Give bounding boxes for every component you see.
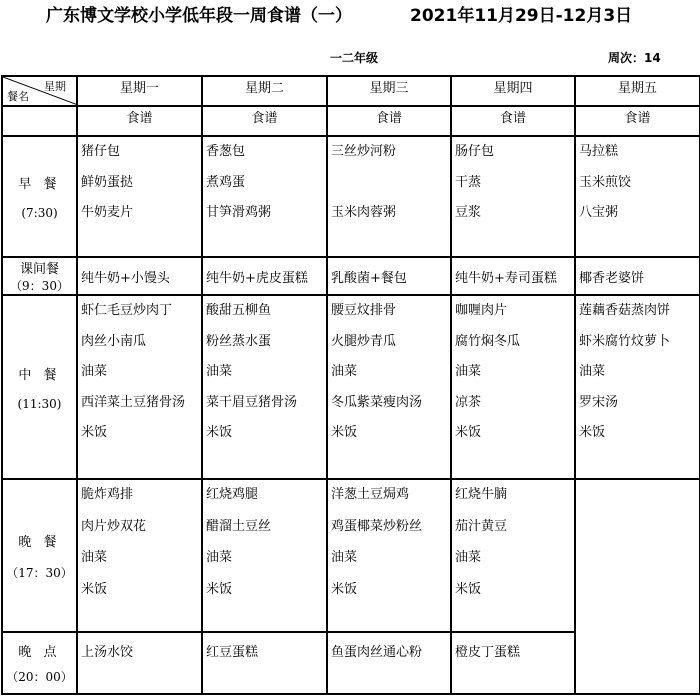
corner-cell: [2, 76, 77, 106]
menu-item: 玉米肉蓉粥: [331, 205, 397, 220]
menu-item: 油菜: [455, 364, 482, 379]
menu-cell: [451, 295, 575, 479]
menu-item: 肉丝小南瓜: [81, 333, 147, 349]
menu-item: [331, 174, 450, 205]
meal-label-dinner: 晚 餐 （17：30）: [2, 479, 77, 632]
menu-cell: 纯牛奶+虎皮蛋糕: [202, 257, 327, 295]
menu-cell: [451, 136, 575, 257]
menu-item: 油菜: [81, 364, 108, 379]
day-header: 星期五: [575, 76, 700, 106]
menu-item: 米饭: [331, 581, 358, 597]
menu-item: 红烧鸡腿: [206, 487, 259, 502]
menu-cell: 橙皮丁蛋糕: [451, 632, 575, 694]
menu-item: 西洋菜土豆猪骨汤: [81, 394, 186, 410]
menu-cell: [575, 295, 700, 479]
menu-label: 食谱: [77, 106, 202, 136]
menu-cell: [77, 136, 202, 257]
empty-cell: [2, 106, 77, 136]
menu-item: 甘笋滑鸡粥: [206, 205, 272, 220]
menu-item: 茄汁黄豆: [455, 518, 508, 534]
menu-item: 咖喱肉片: [455, 303, 508, 318]
menu-item: 腐竹焖冬瓜: [455, 333, 521, 349]
day-header: 星期一: [77, 76, 202, 106]
menu-cell: 乳酸菌+餐包: [327, 257, 451, 295]
date-range: 2021年11月29日-12月3日: [410, 6, 633, 26]
menu-item: 米饭: [331, 425, 358, 440]
menu-item: 虾米腐竹炆萝卜: [579, 333, 671, 349]
menu-cell: [575, 136, 700, 257]
menu-item: 三丝炒河粉: [331, 144, 397, 159]
menu-item: 酸甜五柳鱼: [206, 303, 272, 318]
menu-item: 油菜: [81, 550, 108, 565]
menu-cell: [77, 479, 202, 632]
menu-item: 油菜: [331, 550, 358, 565]
menu-label: 食谱: [451, 106, 575, 136]
menu-cell: 纯牛奶+寿司蛋糕: [451, 257, 575, 295]
menu-cell: [202, 295, 327, 479]
menu-item: 豆浆: [455, 205, 482, 220]
menu-item: 粉丝蒸水蛋: [206, 333, 272, 349]
menu-item: 猪仔包: [81, 144, 121, 159]
menu-item: 脆炸鸡排: [81, 487, 134, 502]
menu-item: 油菜: [455, 550, 482, 565]
menu-item: 醋溜土豆丝: [206, 518, 272, 534]
day-header: 星期四: [451, 76, 575, 106]
menu-item: 米饭: [206, 581, 233, 597]
week-number: 周次：14: [608, 51, 661, 65]
menu-cell: [327, 295, 451, 479]
menu-label-row: [2, 106, 700, 136]
menu-item: 香葱包: [206, 144, 246, 159]
school-title: 广东博文学校小学低年段一周食谱（一）: [46, 6, 352, 26]
menu-item: 火腿炒青瓜: [331, 333, 397, 349]
menu-item: 凉茶: [455, 394, 482, 410]
menu-item: 米饭: [579, 425, 606, 440]
menu-cell: [202, 136, 327, 257]
menu-item: 米饭: [81, 425, 108, 440]
menu-cell: [202, 479, 327, 632]
menu-item: 腰豆炆排骨: [331, 303, 397, 318]
day-header: 星期二: [202, 76, 327, 106]
menu-cell-empty: [575, 479, 700, 694]
menu-cell: [327, 136, 451, 257]
menu-item: 红烧牛腩: [455, 487, 508, 502]
meal-label-breakfast: 早 餐 (7:30): [2, 136, 77, 257]
menu-label: 食谱: [202, 106, 327, 136]
menu-item: 冬瓜紫菜瘦肉汤: [331, 394, 423, 410]
menu-item: 马拉糕: [579, 144, 619, 159]
dinner-row: [2, 479, 700, 632]
menu-item: 米饭: [455, 425, 482, 440]
menu-item: 油菜: [579, 364, 606, 379]
menu-item: 米饭: [455, 581, 482, 597]
menu-label: 食谱: [575, 106, 700, 136]
meal-label-night: 晚 点 （20：00）: [2, 632, 77, 694]
menu-cell: 鱼蛋肉丝通心粉: [327, 632, 451, 694]
menu-item: 肠仔包: [455, 144, 495, 159]
header-row: [2, 76, 700, 106]
menu-cell: [77, 295, 202, 479]
menu-item: 虾仁毛豆炒肉丁: [81, 303, 173, 318]
meal-label-lunch: 中 餐 (11:30): [2, 295, 77, 479]
menu-item: 八宝粥: [579, 205, 619, 220]
snack-row: [2, 257, 700, 295]
menu-item: 米饭: [206, 425, 233, 440]
menu-item: 米饭: [81, 581, 108, 597]
menu-item: 肉片炒双花: [81, 518, 147, 534]
menu-item: 鲜奶蛋挞: [81, 174, 134, 190]
page-title: [0, 0, 700, 26]
menu-item: 油菜: [331, 364, 358, 379]
menu-item: 油菜: [206, 364, 233, 379]
menu-cell: 椰香老婆饼: [575, 257, 700, 295]
menu-cell: [327, 479, 451, 632]
corner-top-label: 星期: [44, 80, 66, 93]
menu-item: 干蒸: [455, 174, 482, 190]
menu-item: 洋葱土豆焗鸡: [331, 487, 410, 502]
menu-item: 牛奶麦片: [81, 205, 134, 220]
meal-label-snack: 课间餐 （9：30）: [2, 257, 77, 295]
menu-item: 油菜: [206, 550, 233, 565]
menu-cell: 纯牛奶+小馒头: [77, 257, 202, 295]
menu-item: 罗宋汤: [579, 394, 619, 410]
breakfast-row: [2, 136, 700, 257]
menu-item: 玉米煎饺: [579, 174, 632, 190]
menu-item: 莲藕香菇蒸肉饼: [579, 303, 671, 318]
day-header: 星期三: [327, 76, 451, 106]
lunch-row: [2, 295, 700, 479]
menu-cell: 上汤水饺: [77, 632, 202, 694]
corner-bottom-label: 餐名: [7, 90, 29, 103]
menu-item: 煮鸡蛋: [206, 174, 246, 190]
grade-label: 一二年级: [330, 51, 379, 65]
menu-item: 菜干眉豆猪骨汤: [206, 394, 298, 410]
menu-table: [1, 75, 700, 695]
menu-cell: [451, 479, 575, 632]
menu-label: 食谱: [327, 106, 451, 136]
menu-item: 鸡蛋椰菜炒粉丝: [331, 518, 423, 534]
menu-cell: 红豆蛋糕: [202, 632, 327, 694]
